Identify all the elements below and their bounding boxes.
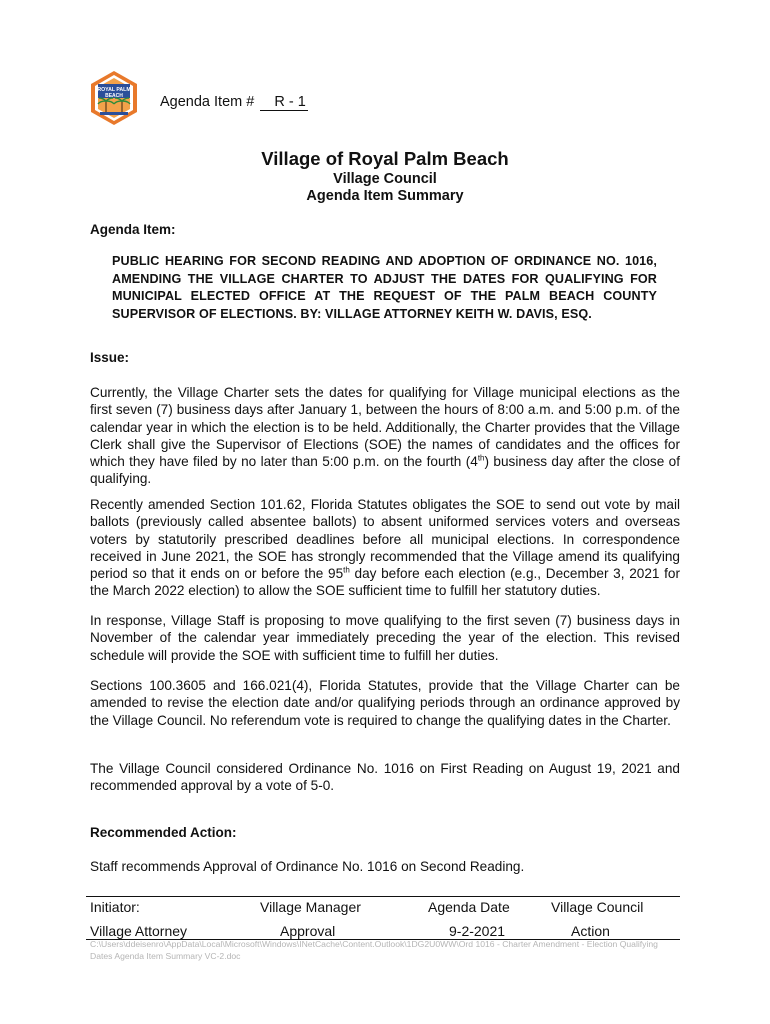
value-village-council: Action <box>571 923 610 939</box>
header-initiator: Initiator: <box>90 899 140 915</box>
issue-p1-text-end: ) business day after the close of qualifying. <box>90 454 680 487</box>
header-village-council: Village Council <box>551 899 644 915</box>
value-initiator: Village Attorney <box>90 923 188 939</box>
recommended-action-text: Staff recommends Approval of Ordinance No. 1016 on Second Reading. <box>90 859 525 874</box>
agenda-item-heading: Agenda Item: <box>90 222 176 237</box>
issue-paragraph-3: In response, Village Staff is proposing to move qualifying to the first seven (7) business days in November of the calendar year immediately preceding the year of the election. This revised schedule will provide the SOE with sufficient time to fulfill her duties. <box>90 613 680 663</box>
issue-p2-text-end: day before each election (e.g., December 3, 2021 for the March 2022 election) to allow the SOE sufficient time to fulfill her statutory duties. <box>90 566 680 599</box>
superscript-th: th <box>477 453 485 463</box>
issue-p2-text: Recently amended Section 101.62, Florida Statutes obligates the SOE to send out vote by mail ballots (previously called absentee ballots) to absent uniformed services voters and overseas voters by statutorily prescribed deadlines before all municipal elections. In correspondence received in June 2021, the SOE has strongly recommended that the Village amend its qualifying period so that it ends on or before the 95 <box>90 497 680 582</box>
document-subtitle-summary: Agenda Item Summary <box>306 188 464 204</box>
agenda-item-label: Agenda Item # <box>160 94 255 110</box>
value-village-manager: Approval <box>280 923 336 939</box>
recommended-action-heading: Recommended Action: <box>90 825 237 840</box>
document-title: Village of Royal Palm Beach <box>261 148 509 169</box>
village-seal-logo <box>88 70 140 126</box>
issue-paragraph-1 <box>90 384 680 488</box>
document-subtitle-council: Village Council <box>333 171 437 187</box>
issue-heading: Issue: <box>90 350 130 365</box>
agenda-item-description: PUBLIC HEARING FOR SECOND READING AND ADOPTION OF ORDINANCE NO. 1016, AMENDING THE VILLAGE CHARTER TO ADJUST THE DATES FOR QUALIFYING FOR MUNICIPAL ELECTED OFFICE AT THE REQUEST OF THE PALM BEACH COUNTY SUPERVISOR OF ELECTIONS. BY: VILLAGE ATTORNEY KEITH W. DAVIS, ESQ. <box>112 254 657 321</box>
file-path-footer: C:\Users\ddeisenro\AppData\Local\Microsoft\Windows\INetCache\Content.Outlook\1DG2U0WW\Ord 1016 - Charter Amendment - Election Qualifying Dates Agenda Item Summary VC-2.doc <box>90 939 658 961</box>
issue-paragraph-2 <box>90 496 680 600</box>
header-village-manager: Village Manager <box>260 899 361 915</box>
agenda-item-number: R - 1 <box>260 94 307 111</box>
table-top-rule <box>86 896 680 897</box>
issue-paragraph-4: Sections 100.3605 and 166.021(4), Florida Statutes, provide that the Village Charter can be amended to revise the election date and/or qualifying periods through an ordinance approved by the Village Council. No referendum vote is required to change the qualifying dates in the Charter. <box>90 678 680 728</box>
agenda-item-number-line <box>160 94 308 111</box>
value-agenda-date: 9-2-2021 <box>449 923 506 939</box>
svg-text:BEACH: BEACH <box>105 93 123 99</box>
issue-paragraph-5: The Village Council considered Ordinance No. 1016 on First Reading on August 19, 2021 and recommended approval by a vote of 5-0. <box>90 761 680 794</box>
superscript-th: th <box>343 565 350 575</box>
header-agenda-date: Agenda Date <box>428 899 510 915</box>
issue-p1-text: Currently, the Village Charter sets the dates for qualifying for Village municipal elections as the first seven (7) business days after January 1, between the hours of 8:00 a.m. and 5:00 p.m. of the calendar year in which the election is to be held. Additionally, the Charter provides that the Village Clerk shall give the Supervisor of Elections (SOE) the names of candidates and the offices for which they have filed by no later than 5:00 p.m. on the fourth (4 <box>90 385 680 470</box>
svg-text:ROYAL PALM: ROYAL PALM <box>97 87 131 93</box>
